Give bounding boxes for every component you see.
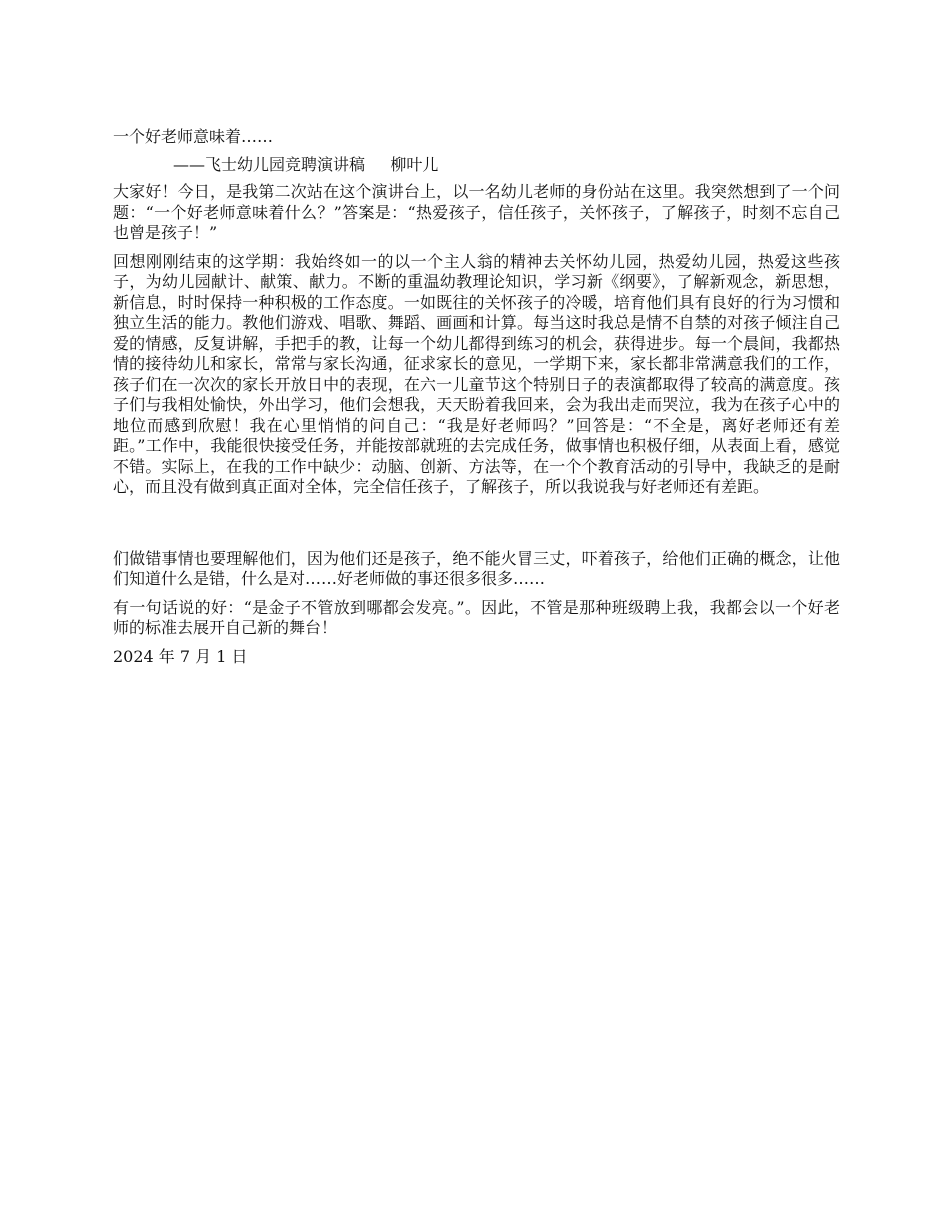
paragraph-conclusion: 有一句话说的好：“是金子不管放到哪都会发亮。”。因此，不管是那种班级聘上我，我都会以一个好老师的标准去展开自己新的舞台！ [113,597,840,637]
document-subtitle: ——飞士幼儿园竞聘演讲稿 柳叶儿 [173,154,439,174]
document-date: 2024 年 7 月 1 日 [113,646,248,666]
paragraph-greeting: 大家好！今日，是我第二次站在这个演讲台上，以一名幼儿老师的身份站在这里。我突然想到了一个问题：“一个好老师意味着什么？”答案是：“热爱孩子，信任孩子，关怀孩子，了解孩子，时刻不忘自己也曾是孩子！” [113,182,840,242]
paragraph-understanding: 们做错事情也要理解他们，因为他们还是孩子，绝不能火冒三丈，吓着孩子，给他们正确的概念，让他们知道什么是错，什么是对……好老师做的事还很多很多…… [113,548,840,588]
document-body [113,127,840,667]
paragraph-gap [113,506,840,549]
document-title: 一个好老师意味着…… [113,127,274,146]
paragraph-reflection: 回想刚刚结束的这学期：我始终如一的以一个主人翁的精神去关怀幼儿园，热爱幼儿园，热爱这些孩子，为幼儿园献计、献策、献力。不断的重温幼教理论知识，学习新《纲要》，了解新观念，新思想，新信息，时时保持一种积极的工作态度。一如既往的关怀孩子的冷暖，培育他们具有良好的行为习惯和独立生活的能力。教他们游戏、唱歌、舞蹈、画画和计算。每当这时我总是情不自禁的对孩子倾注自己爱的情感，反复讲解，手把手的教，让每一个幼儿都得到练习的机会，获得进步。每一个晨间，我都热情的接待幼儿和家长，常常与家长沟通，征求家长的意见，一学期下来，家长都非常满意我们的工作，孩子们在一次次的家长开放日中的表现，在六一儿童节这个特别日子的表演都取得了较高的满意度。孩子们与我相处愉快，外出学习，他们会想我，天天盼着我回来，会为我出走而哭泣，我为在孩子心中的地位而感到欣慰！我在心里悄悄的问自己：“我是好老师吗？”回答是：“不全是，离好老师还有差距。”工作中，我能很快接受任务，并能按部就班的去完成任务，做事情也积极仔细，从表面上看，感觉不错。实际上，在我的工作中缺少：动脑、创新、方法等，在一个个教育活动的引导中，我缺乏的是耐心，而且没有做到真正面对全体，完全信任孩子，了解孩子，所以我说我与好老师还有差距。 [113,251,840,496]
